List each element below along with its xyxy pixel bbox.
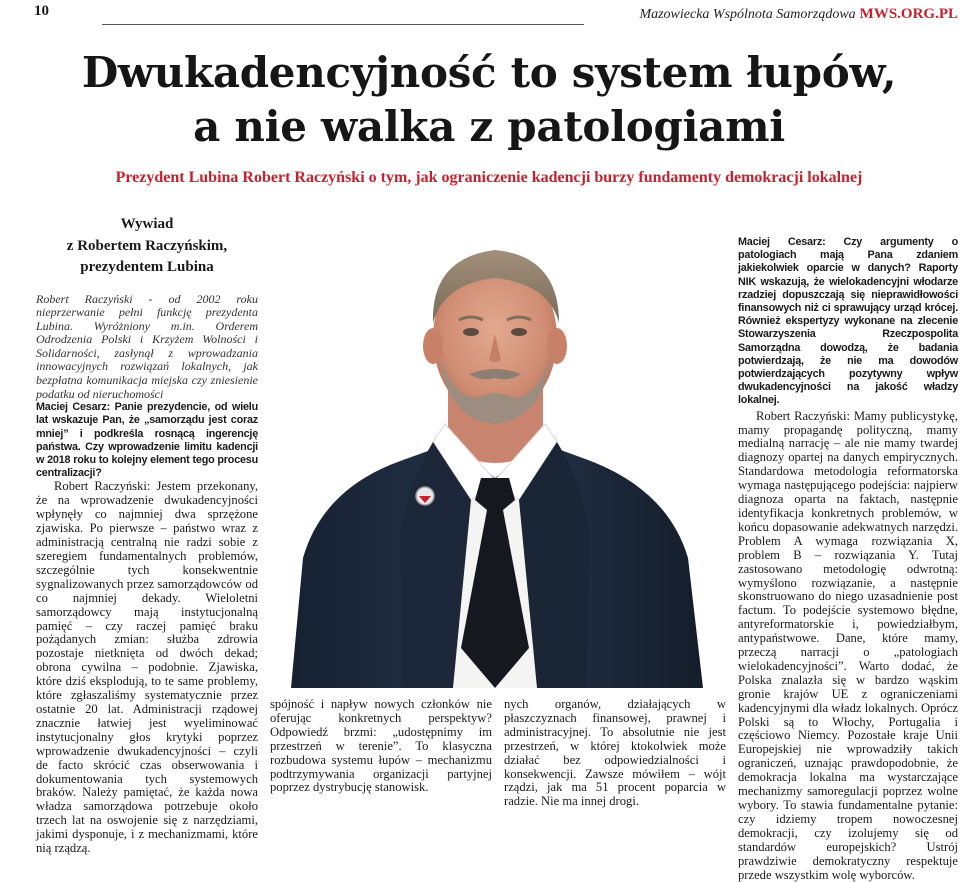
interview-heading-line-1: Wywiad xyxy=(120,216,174,232)
right-column xyxy=(738,236,958,882)
body-text-mid-2: nych organów, działających w płaszczyznach finansowej, prawnej i administracyjnej. To absolutnie nie jest przestrzeń, w której ktokolwiek może działać bez odpowiedzialności i konsekwencji. Zawsze mówiłem – wójt rządzi, jak ma 51 procent poparcia w radzie. Nie ma innej drogi. xyxy=(504,697,726,809)
left-column xyxy=(36,214,258,856)
body-text-mid-1: spójność i napływ nowych członków nie oferując konkretnych perspektyw? Odpowiedź brzmi: „udostępnimy im przestrzeń w terenie”. To klasyczna rozbudowa systemu łupów – mechanizmu podtrzymywania organizacji partyjnej poprzez dystrybucję stanowisk. xyxy=(270,697,492,795)
page-header xyxy=(0,0,978,28)
interview-heading-line-3: prezydentem Lubina xyxy=(80,259,214,275)
website-link[interactable]: MWS.ORG.PL xyxy=(859,6,958,22)
publication-name: Mazowiecka Wspólnota Samorządowa xyxy=(639,7,856,22)
middle-column-1 xyxy=(270,698,492,795)
answer-1: Robert Raczyński: Jestem przekonany, że na wprowadzenie dwukadencyjności wpłynęły co najmniej dwa sprzężone zjawiska. Po pierwsze – państwo wraz z administracją centralną nie radzi sobie z szeregiem fundamentalnych problemów, szczególnie tych konsekwentnie sygnalizowanych przez samorządowców od co najmniej dekady. Wieloletni samorządowcy mają instytucjonalną pamięć – czy raczej pamięć braku pożądanych zmian: służba zdrowia pozostaje nietknięta od dwóch dekad; obrona cywilna – podobnie. Zjawiska, które dziś eksplodują, to te same problemy, które zgłaszaliśmy systematycznie przez ostatnie 20 lat. Administracji rządowej znacznie łatwiej jest wyeliminować instytucjonalny głos krytyki poprzez wprowadzenie dwukadencyjności – czyli de facto skrócić czas obserwowania i dokumentowania tych systemowych braków. Należy pamiętać, że każda nowa władza samorządowa potrzebuje około trzech lat na oswojenie się z narzędziami, jakimi dysponuje, i z mechanizmami, które nią rządzą. xyxy=(36,479,258,856)
interview-heading-line-2: z Robertem Raczyńskim, xyxy=(66,237,228,254)
author-bio: Robert Raczyński - od 2002 roku nieprzerwanie pełni funkcję prezydenta Lubina. Wyróżniony m.in. Orderem Odrodzenia Polski i Krzyżem Wolności i Solidarności, zasłynął z wprowadzania innowacyjnych rozwiązań lokalnych, jak bezpłatna komunikacja miejska czy zniesienie podatku od nieruchomości xyxy=(36,291,258,401)
article-subtitle: Prezydent Lubina Robert Raczyński o tym, jak ograniczenie kadencji burzy fundamenty demokracji lokalnej xyxy=(115,169,863,186)
portrait-icon xyxy=(283,228,708,688)
question-2: Maciej Cesarz: Czy argumenty o patologiach mają Pana zdaniem jakiekolwiek oparcie w danych? Raporty NIK wskazują, że wielokadencyjni włodarze rzadziej dopuszczają się nieprawidłowości finansowych niż ci sprawujący urząd krócej. Również ekspertyzy wykonane na zlecenie Stowarzyszenia Rzeczpospolita Samorządna dowodzą, że badania potwierdzają, że nie ma dowodów potwierdzających pozytywny wpływ dwukadencyjności na jakość władzy lokalnej. xyxy=(738,236,958,407)
header-rule xyxy=(102,24,584,25)
headline-line-2: a nie walka z patologiami xyxy=(193,102,785,151)
interview-heading xyxy=(36,214,258,279)
masthead xyxy=(639,6,958,23)
article-headline xyxy=(20,46,958,154)
page-number: 10 xyxy=(34,3,49,19)
question-1: Maciej Cesarz: Panie prezydencie, od wielu lat wskazuje Pan, że „samorządu jest coraz mniej” i podkreśla rosnącą ingerencję państwa. Czy wprowadzenie limitu kadencji w 2018 roku to kolejny element tego procesu centralizacji? xyxy=(36,401,258,480)
answer-2: Robert Raczyński: Mamy publicystykę, mamy propagandę polityczną, mamy medialną narrację – ale nie mamy twardej diagnozy opartej na danych empirycznych. Standardowa metodologia reformatorska wymaga następującego podejścia: najpierw diagnoza oparta na faktach, następnie identyfikacja konkretnych problemów, w końcu dopasowanie adekwatnych narzędzi. Problem A wymaga rozwiązania X, problem B – rozwiązania Y. Tutaj zastosowano metodologię odwrotną: wymyślono rozwiązanie, a następnie skonstruowano do niego uzasadnienie post factum. To podejście systemowo błędne, antyreformatorskie i, powiedziałbym, antypaństwowe. Dane, które mamy, przeczą narracji o „patologiach wielokadencyjności”. Warto dodać, że Polska znalazła się w bardzo wąskim gronie krajów UE z ograniczeniami kadencyjnymi dla władz lokalnych. Oprócz Polski są to Włochy, Portugalia i częściowo Niemcy. Pozostałe kraje Unii Europejskiej nie wprowadziły takich ograniczeń, uznając prawdopodobnie, że demokracja lokalna ma wystarczające mechanizmy samoregulacji poprzez wolne wybory. To stawia fundamentalne pytanie: czy idziemy tropem nowoczesnej demokracji, czy izolujemy się od standardów europejskich? Ustrój prawdziwie demokratyczny respektuje przede wszystkim wolę wyborców. xyxy=(738,408,958,882)
headline-line-1: Dwukadencyjność to system łupów, xyxy=(81,48,897,97)
middle-column-2 xyxy=(504,698,726,809)
portrait-photo xyxy=(283,228,708,688)
